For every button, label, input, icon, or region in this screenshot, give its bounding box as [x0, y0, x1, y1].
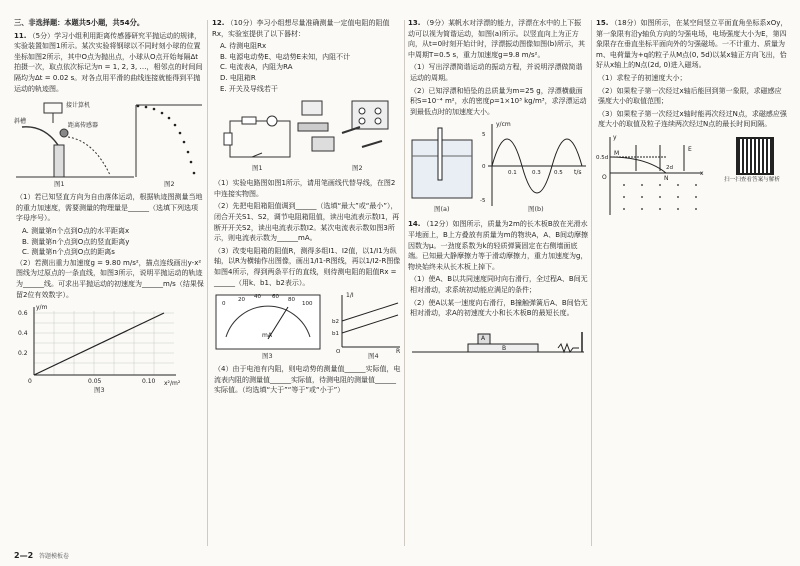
- material-item: A. 待测电阻Rx: [220, 42, 267, 51]
- axis-label: 1/I: [346, 292, 354, 300]
- question-14: [408, 219, 588, 272]
- q13-part2: （2）已知浮漂和铅坠的总质量为m=25 g，浮漂横截面积S=10⁻⁴ m²，水的密度ρ=1×10³ kg/m³，求浮漂运动到最低点时的加速度大小。: [410, 86, 587, 116]
- meter-tick: 20: [238, 297, 245, 304]
- figure-1-2: [14, 97, 204, 189]
- figure-1-2-circuit: [212, 97, 402, 175]
- tick-label: 0.4: [18, 330, 28, 338]
- block-spring-figure: [408, 322, 588, 362]
- question-text: （10分）李习小组想尽量准确测量一定值电阻的阻值Rx，实验室提供了以下器材：: [212, 19, 390, 38]
- option-b: B. 测量第n个点到O点的竖直距离y: [22, 237, 130, 246]
- material-item: E. 开关及导线若干: [220, 84, 278, 93]
- qr-caption: 扫一扫查看答案与解析: [724, 176, 780, 183]
- meter-unit: mA: [262, 332, 272, 340]
- tick-label: 0.2: [18, 350, 28, 358]
- figure-caption: 图2: [164, 180, 175, 189]
- block-board-figure: [408, 322, 588, 358]
- tick-label: 0.05: [88, 378, 102, 386]
- q14-part2: （2）使A以某一速度向右滑行，B撞触弹簧后A、B间恰无相对滑动，求A的初速度大小和长木板B的最短长度。: [410, 298, 588, 318]
- question-text: （9分）某帆水对浮漂的能力，浮漂在水中的上下振动可以视为简谐运动，如图(a)所示。以竖直向上为正方向，从t=0时刻开始计时，浮漂振动图像如图(b)所示，其中周期T=0.5 s，重力加速度g=9.8 m/s²。: [408, 19, 585, 59]
- q12-part2: （2）先把电阻箱阻值调到______（选填“最大”或“最小”），闭合开关S1、S2，调节电阻箱阻值，读出电流表示数I1，再断开开关S2，读出电流表示数I2。某次电流表示数如图3所示，则电流表示数为______mA。: [214, 202, 400, 243]
- figure-caption: 图(b): [528, 205, 544, 214]
- qr-code-icon[interactable]: [736, 137, 774, 175]
- fig-label: y: [613, 133, 617, 141]
- apparatus-figure: [14, 97, 204, 181]
- fig-label: A: [481, 334, 486, 342]
- fig-label: 接计算机: [66, 102, 91, 110]
- tick-label: 0: [28, 378, 32, 386]
- figure-caption: 图4: [368, 352, 379, 361]
- question-15: [596, 18, 788, 71]
- column-divider: [404, 20, 405, 546]
- option-c: C. 测量第n个点到O点的距离s: [22, 248, 115, 257]
- circuit-figure: [212, 97, 402, 169]
- axis-label: R: [396, 348, 401, 356]
- option-a: A. 测量第n个点到O点的水平距离x: [22, 226, 130, 235]
- q11-part2: （2）若测出重力加速度g = 9.80 m/s²，描点连线画出y-x²图线为过原点的一条直线，如图3所示，说明平抛运动的轨迹为______线。可求出平抛运动的初速度为______m/s（结果保留2位有效数字）。: [16, 258, 204, 299]
- fig-label: 距离传感器: [68, 122, 99, 130]
- column-2: [212, 18, 402, 398]
- field-figure: [596, 133, 788, 219]
- trajectory-points: [137, 105, 196, 175]
- question-text: （18分）如图所示，在某空间竖立平面直角坐标系xOy，第一象限有沿y轴负方向的匀强电场，电场强度大小为E，第四象限存在垂直坐标平面向外的匀强磁场。一不计重力、质量为m、电荷量为+q的粒子从M点(0, 5d)以某x轴正方向飞出，恰好从x轴上的N点(2d, 0)进入磁场。: [596, 19, 788, 70]
- footer-title: 答题模板卷: [38, 553, 69, 560]
- q15-part3: （3）如果粒子第一次经过x轴时能再次经过N点，求磁感应强度大小的取值及粒子连续两次经过N点的最长时间间隔。: [598, 109, 787, 129]
- tick-label: 0.1: [508, 170, 517, 177]
- meter-tick: 100: [302, 301, 313, 308]
- page-number: 2—2: [14, 551, 34, 560]
- question-12: [212, 18, 402, 39]
- question-11: [14, 31, 204, 95]
- column-1: [14, 18, 204, 396]
- fig-label: 斜槽: [14, 118, 27, 126]
- meter-tick: 60: [272, 294, 279, 301]
- tick-label: 0.6: [18, 310, 28, 318]
- figure-3-4: [212, 291, 402, 361]
- fig-label: E: [688, 145, 692, 153]
- column-4: [596, 18, 788, 222]
- figure-a-b: [408, 120, 588, 216]
- page-footer: [14, 551, 69, 560]
- q13-part1: （1）写出浮漂简谐运动的振动方程，并说明浮漂做简谐运动的周期。: [410, 63, 583, 82]
- material-item: D. 电阻箱R: [220, 73, 256, 82]
- axis-label: x²/m²: [164, 380, 181, 388]
- tick-label: 0.10: [142, 378, 156, 386]
- column-divider: [591, 20, 592, 546]
- figure-caption: 图1: [54, 180, 65, 189]
- q12-part4: （4）由于电池有内阻，则电动势的测量值______实际值，电流表内阻的测量值______实际值，待测电阻的测量值______实际值。（均选填“大于”“等于”或“小于”）: [214, 365, 401, 395]
- figure-3: [14, 303, 204, 393]
- tick-label: -5: [480, 198, 486, 205]
- question-number: 11.: [14, 31, 27, 40]
- axis-label: y/m: [36, 304, 48, 312]
- column-3: [408, 18, 588, 365]
- q12-part3: （3）改变电阻箱的阻值R，测得多组I1、I2值，以1/I1为纵轴，以R为横轴作出图像，画出1/I1-R图线，再以1/I2-R图像如图4所示，得到两条平行的直线，则待测电阻的阻值Rx = ______（用k、b1、b2表示）。: [214, 246, 401, 287]
- tick-label: b1: [332, 331, 339, 338]
- q14-part1: （1）使A、B以共同速度同时向右滑行，全过程A、B间无相对滑动，求系统初动能应满足的条件；: [410, 275, 588, 294]
- material-item: B. 电源电动势E、电动势E未知，内阻不计: [220, 52, 351, 61]
- fig-label: x: [700, 169, 704, 177]
- fig-label: B: [502, 344, 507, 352]
- tick-label: 0.5: [554, 170, 563, 177]
- question-number: 12.: [212, 19, 225, 27]
- meter-tick: 80: [288, 297, 295, 304]
- y-x2-graph: [14, 303, 184, 387]
- q12-part1: （1）实验电路图如图1所示，请用笔画线代替导线，在图2中连接实物图。: [214, 179, 396, 198]
- figure-caption: 图3: [262, 352, 273, 361]
- question-13: [408, 18, 588, 60]
- figure-caption: 图3: [94, 386, 105, 395]
- section-heading: 三、非选择题：本题共5小题，共54分。: [14, 18, 145, 27]
- figure-caption: 图1: [252, 164, 263, 173]
- float-figures: [408, 120, 588, 210]
- column-divider: [207, 20, 208, 546]
- q11-part1: （1）若已知竖直方向为自由落体运动，根据轨迹图测量当地的重力加速度，需要测量的物理量是______（选填下列选项字母序号）。: [16, 193, 203, 223]
- tick-label: 5: [482, 132, 486, 139]
- fig-label: 2d: [666, 164, 673, 171]
- meter-tick: 0: [222, 301, 226, 308]
- question-number: 14.: [408, 220, 421, 229]
- tick-label: 0.3: [532, 170, 541, 177]
- tick-label: 0: [482, 164, 486, 171]
- fig-label: O: [602, 173, 607, 181]
- tick-label: b2: [332, 319, 339, 326]
- fig-label: 0.5d: [596, 154, 609, 161]
- material-item: C. 电流表A，内阻为RA: [220, 63, 293, 72]
- fig-label: M: [614, 149, 620, 157]
- tick-label: O: [336, 349, 341, 356]
- q15-part1: （1）求粒子的初速度大小；: [598, 73, 687, 82]
- q15-part2: （2）如果粒子第一次经过x轴后能回到第一象限，求磁感应强度大小的取值范围；: [598, 86, 782, 106]
- figure-caption: 图2: [352, 164, 363, 173]
- question-text: （12分）如图所示，质量为2m的长木板B放在光滑水平地面上，B上方叠放有质量为m的物块A，A、B间动摩擦因数为μ。一劲度系数为k的轻质弹簧固定在右侧墙面底端。已知最大静摩擦力等于滑动摩擦力，重力加速度为g，物块始终未从长木板上掉下。: [408, 220, 588, 271]
- axis-label: y/cm: [496, 121, 511, 129]
- question-number: 13.: [408, 19, 421, 27]
- figure-caption: 图(a): [434, 205, 450, 214]
- meter-tick: 40: [254, 294, 261, 301]
- question-number: 15.: [596, 19, 609, 27]
- axis-label: t/s: [574, 169, 582, 177]
- question-text: （5分）学习小组利用距离传感器研究平抛运动的规律，实验装置如图1所示。某次实验将钢球以不同时刻小球的位置坐标如图2所示，其中O点为抛出点，小球从O点开始每隔Δt拍摄一次，取点依次标记为n = 1, 2, 3, …，相邻点的时间间隔均为Δt = 0.02 s。对各点用平滑的曲线连接就能得到平抛运动的轨迹图。: [14, 31, 203, 93]
- fig-label: N: [664, 174, 669, 182]
